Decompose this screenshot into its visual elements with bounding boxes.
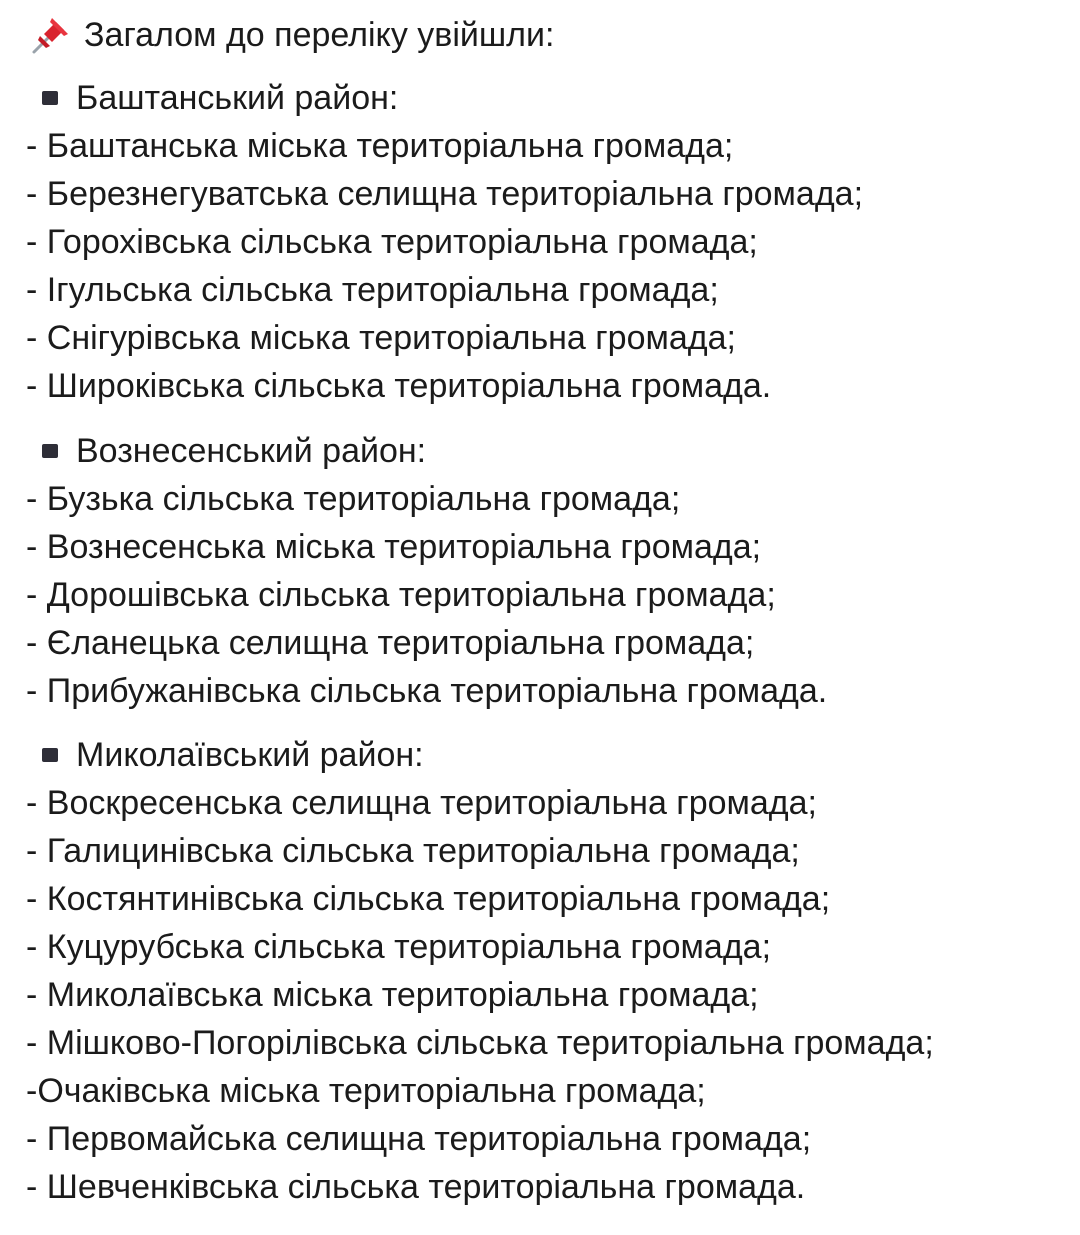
district-name: Миколаївський район: <box>76 736 424 774</box>
list-header <box>0 11 1080 59</box>
district-heading <box>0 731 1080 779</box>
list-item: - Куцурубська сільська територіальна громада; <box>26 928 772 966</box>
list-item: - Прибужанівська сільська територіальна громада. <box>26 672 828 710</box>
list-item: - Бузька сільська територіальна громада; <box>26 480 681 518</box>
district-heading <box>0 74 1080 122</box>
list-item: -Очаківська міська територіальна громада; <box>26 1072 706 1110</box>
district-heading <box>0 427 1080 475</box>
pushpin-icon <box>30 14 72 56</box>
district-section <box>0 74 1080 410</box>
list-item: - Воскресенська селищна територіальна громада; <box>26 784 817 822</box>
header-text: Загалом до переліку увійшли: <box>84 16 555 54</box>
district-name: Баштанський район: <box>76 79 399 117</box>
list-item: - Єланецька селищна територіальна громада; <box>26 624 755 662</box>
square-bullet-icon <box>42 748 58 762</box>
district-list <box>0 74 1080 1211</box>
square-bullet-icon <box>42 444 58 458</box>
district-name: Вознесенський район: <box>76 432 427 470</box>
list-item: - Ігульська сільська територіальна громада; <box>26 271 719 309</box>
square-bullet-icon <box>42 91 58 105</box>
list-item: - Горохівська сільська територіальна громада; <box>26 223 758 261</box>
list-item: - Баштанська міська територіальна громада; <box>26 127 734 165</box>
list-item: - Березнегуватська селищна територіальна громада; <box>26 175 864 213</box>
district-section <box>0 427 1080 715</box>
list-item: - Дорошівська сільська територіальна громада; <box>26 576 776 614</box>
list-item: - Миколаївська міська територіальна громада; <box>26 976 759 1014</box>
list-item: - Шевченківська сільська територіальна громада. <box>26 1168 806 1206</box>
list-item: - Галицинівська сільська територіальна громада; <box>26 832 800 870</box>
list-item: - Мішково-Погорілівська сільська територіальна громада; <box>26 1024 934 1062</box>
list-item: - Снігурівська міська територіальна громада; <box>26 319 736 357</box>
list-item: - Вознесенська міська територіальна громада; <box>26 528 762 566</box>
list-item: - Широківська сільська територіальна громада. <box>26 367 772 405</box>
district-section <box>0 731 1080 1211</box>
list-item: - Первомайська селищна територіальна громада; <box>26 1120 812 1158</box>
list-item: - Костянтинівська сільська територіальна громада; <box>26 880 831 918</box>
